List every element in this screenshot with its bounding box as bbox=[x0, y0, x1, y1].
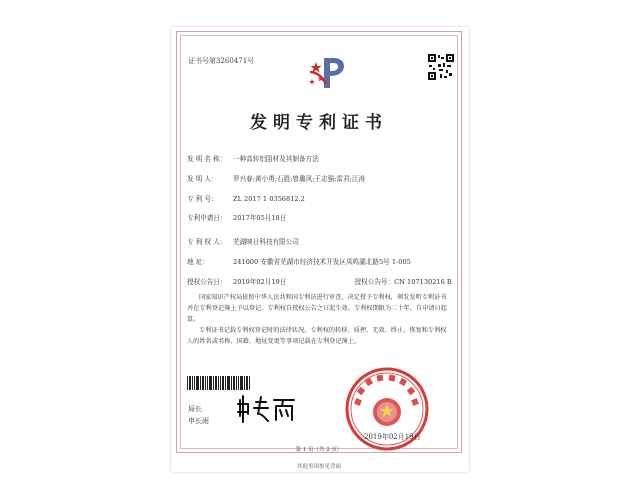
field-label: 专 利 号： bbox=[187, 195, 218, 203]
field-label: 授权公告日： bbox=[187, 278, 227, 286]
handwritten-signature bbox=[236, 394, 298, 424]
field-value: 一种高转铝阻材及其制备方法 bbox=[233, 155, 319, 163]
signatory-title: 局长 bbox=[188, 405, 202, 413]
field-inventors bbox=[187, 173, 365, 183]
announcement-number-label: 授权公告号： bbox=[354, 278, 395, 286]
field-label: 专 利 权 人： bbox=[187, 238, 227, 246]
certificate-title: 发明专利证书 bbox=[250, 113, 388, 133]
field-application-date bbox=[187, 212, 286, 222]
field-announcement bbox=[187, 276, 452, 286]
field-label: 地 址： bbox=[187, 258, 209, 266]
field-value: 2017年05月18日 bbox=[233, 214, 287, 222]
signatory-name: 申长雨 bbox=[188, 417, 209, 425]
field-patentee bbox=[187, 236, 299, 246]
body-paragraph: 国家知识产权局依照中华人民共和国专利法进行审查，决定授予专利权，颁发发明专利证书并在专利登记簿上予以登记。专利权自授权公告之日起生效。专利权期限为二十年，自申请日起算。 bbox=[187, 294, 447, 323]
certificate-number: 证书号第3260471号 bbox=[188, 57, 255, 65]
announcement-number: CN 107130216 B bbox=[394, 278, 452, 286]
field-address bbox=[187, 256, 411, 266]
field-value: ZL 2017 1 0356812.2 bbox=[233, 195, 305, 203]
seal-date: 2019年02月19日 bbox=[364, 433, 421, 441]
footer-note: 其他事项参见背面 bbox=[296, 464, 341, 470]
field-value: 罗兴春;黄小勇;石胜;曾璐风;王志强;雷君;江涛 bbox=[233, 175, 366, 183]
cnipa-logo-icon bbox=[306, 52, 348, 94]
field-label: 专利申请日： bbox=[187, 214, 227, 222]
field-invention-name bbox=[187, 153, 319, 163]
barcode-icon bbox=[187, 376, 251, 390]
qr-code-icon bbox=[428, 54, 454, 80]
announcement-date: 2019年02月19日 bbox=[233, 278, 287, 286]
body-paragraph: 专利证书记载专利权登记时的法律状况。专利权的转移、质押、无效、终止、恢复和专利权人的姓名或名称、国籍、地址变更等事项记载在专利登记簿上。 bbox=[187, 327, 447, 345]
field-label: 发 明 人： bbox=[187, 175, 218, 183]
field-label: 发 明 名 称： bbox=[187, 155, 227, 163]
page-indicator: 第 1 页（共 2 页） bbox=[295, 447, 343, 453]
field-value: 芜湖映日科技有限公司 bbox=[233, 238, 299, 246]
field-patent-number bbox=[187, 193, 305, 203]
field-value: 241000 安徽省芜湖市经济技术开发区凤鸣湖北路5号 1-005 bbox=[233, 258, 411, 266]
